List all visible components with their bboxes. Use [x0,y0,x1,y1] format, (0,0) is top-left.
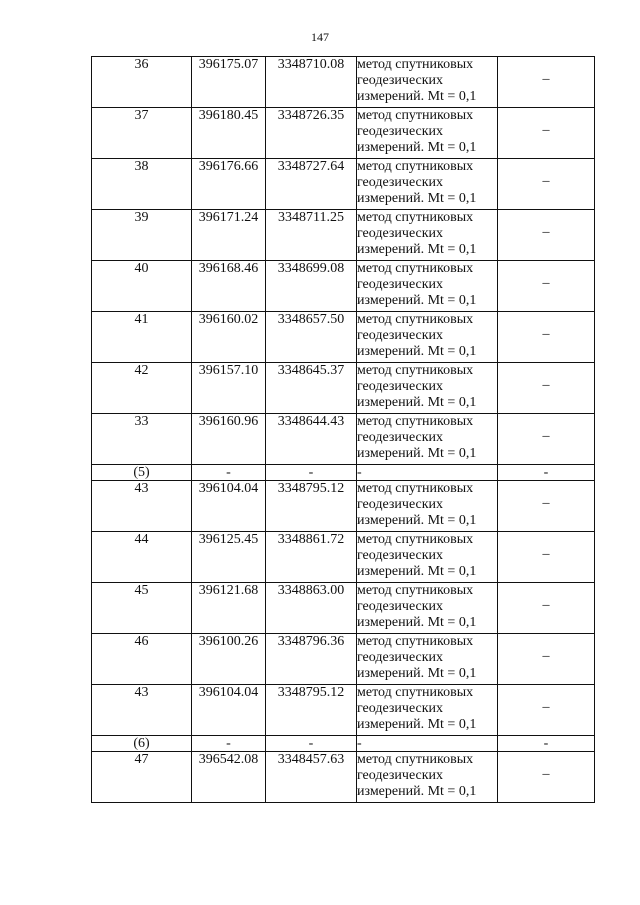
method-cell [357,465,498,481]
method-line: измерений. Mt = 0,1 [357,293,477,308]
x-coordinate-cell: - [192,465,266,481]
method-line: метод спутниковых [357,634,474,649]
method-line: измерений. Mt = 0,1 [357,191,477,206]
y-coordinate-cell: 3348710.08 [266,57,357,108]
table-row [92,108,595,159]
point-number-cell: 40 [92,261,192,312]
method-cell [357,736,498,752]
y-coordinate-cell: 3348711.25 [266,210,357,261]
method-line: измерений. Mt = 0,1 [357,564,477,579]
table-row [92,57,595,108]
method-line: геодезических [357,599,444,614]
method-line: измерений. Mt = 0,1 [357,344,477,359]
method-line: метод спутниковых [357,108,474,123]
x-coordinate-cell: 396121.68 [192,583,266,634]
method-line: геодезических [357,430,444,445]
point-number-cell: 42 [92,363,192,414]
method-cell [357,532,498,583]
method-line: метод спутниковых [357,363,474,378]
dash-mark: _ [542,118,550,133]
point-number-cell: 46 [92,634,192,685]
method-line: метод спутниковых [357,312,474,327]
method-line: геодезических [357,226,444,241]
x-coordinate-cell: 396160.02 [192,312,266,363]
point-number-cell: 37 [92,108,192,159]
accuracy-dash-cell [498,312,595,363]
page-number: 147 [311,30,329,44]
method-line: - [357,465,362,480]
point-number-cell: 41 [92,312,192,363]
table-row [92,634,595,685]
point-number-cell: 33 [92,414,192,465]
x-coordinate-cell: 396176.66 [192,159,266,210]
method-line: метод спутниковых [357,57,474,72]
dash-mark: _ [542,67,550,82]
accuracy-dash-cell [498,532,595,583]
method-line: геодезических [357,548,444,563]
table-row [92,685,595,736]
dash-mark: _ [542,542,550,557]
table-row [92,363,595,414]
dash-mark: _ [542,220,550,235]
method-line: геодезических [357,124,444,139]
method-line: метод спутниковых [357,414,474,429]
x-coordinate-cell: - [192,736,266,752]
method-cell [357,108,498,159]
table-row [92,481,595,532]
dash-mark: _ [542,169,550,184]
accuracy-dash-cell [498,57,595,108]
x-coordinate-cell: 396168.46 [192,261,266,312]
y-coordinate-cell: - [266,736,357,752]
dash-mark: _ [542,491,550,506]
x-coordinate-cell: 396100.26 [192,634,266,685]
accuracy-dash-cell [498,736,595,752]
point-number-cell: 45 [92,583,192,634]
accuracy-dash-cell [498,634,595,685]
point-number-cell: 47 [92,752,192,803]
method-line: измерений. Mt = 0,1 [357,717,477,732]
dash-mark: _ [542,424,550,439]
method-line: измерений. Mt = 0,1 [357,395,477,410]
accuracy-dash-cell [498,363,595,414]
accuracy-dash-cell [498,261,595,312]
coordinates-table [91,56,595,803]
method-cell [357,752,498,803]
y-coordinate-cell: 3348726.35 [266,108,357,159]
table-row [92,583,595,634]
method-line: геодезических [357,701,444,716]
table-row [92,752,595,803]
accuracy-dash-cell [498,210,595,261]
method-cell [357,583,498,634]
accuracy-dash-cell [498,583,595,634]
y-coordinate-cell: 3348795.12 [266,481,357,532]
y-coordinate-cell: 3348795.12 [266,685,357,736]
method-line: геодезических [357,328,444,343]
method-line: измерений. Mt = 0,1 [357,89,477,104]
accuracy-dash-cell [498,159,595,210]
dash-mark: - [543,465,549,480]
method-line: измерений. Mt = 0,1 [357,784,477,799]
table-row [92,159,595,210]
method-cell [357,159,498,210]
y-coordinate-cell: - [266,465,357,481]
x-coordinate-cell: 396542.08 [192,752,266,803]
point-number-cell: (5) [92,465,192,481]
accuracy-dash-cell [498,752,595,803]
method-line: измерений. Mt = 0,1 [357,615,477,630]
dash-mark: _ [542,762,550,777]
method-line: метод спутниковых [357,685,474,700]
method-cell [357,210,498,261]
y-coordinate-cell: 3348699.08 [266,261,357,312]
point-number-cell: 38 [92,159,192,210]
point-number-cell: 36 [92,57,192,108]
method-line: - [357,736,362,751]
y-coordinate-cell: 3348645.37 [266,363,357,414]
point-number-cell: 43 [92,481,192,532]
method-line: геодезических [357,379,444,394]
method-line: метод спутниковых [357,532,474,547]
table-row [92,261,595,312]
table-row [92,312,595,363]
method-line: измерений. Mt = 0,1 [357,513,477,528]
accuracy-dash-cell [498,685,595,736]
method-cell [357,685,498,736]
method-line: геодезических [357,768,444,783]
x-coordinate-cell: 396160.96 [192,414,266,465]
dash-mark: _ [542,695,550,710]
method-line: метод спутниковых [357,583,474,598]
x-coordinate-cell: 396175.07 [192,57,266,108]
method-cell [357,261,498,312]
method-cell [357,57,498,108]
x-coordinate-cell: 396157.10 [192,363,266,414]
method-line: метод спутниковых [357,752,474,767]
section-separator-row [92,736,595,752]
table-row [92,532,595,583]
point-number-cell: 39 [92,210,192,261]
method-cell [357,414,498,465]
y-coordinate-cell: 3348863.00 [266,583,357,634]
method-line: метод спутниковых [357,159,474,174]
method-line: геодезических [357,277,444,292]
y-coordinate-cell: 3348457.63 [266,752,357,803]
dash-mark: _ [542,271,550,286]
dash-mark: _ [542,593,550,608]
dash-mark: - [543,736,549,751]
section-separator-row [92,465,595,481]
coordinates-table-body [92,57,595,803]
method-line: метод спутниковых [357,210,474,225]
method-cell [357,634,498,685]
table-row [92,210,595,261]
point-number-cell: 43 [92,685,192,736]
method-line: метод спутниковых [357,261,474,276]
x-coordinate-cell: 396104.04 [192,481,266,532]
accuracy-dash-cell [498,481,595,532]
method-line: геодезических [357,497,444,512]
dash-mark: _ [542,322,550,337]
method-line: геодезических [357,175,444,190]
x-coordinate-cell: 396125.45 [192,532,266,583]
point-number-cell: 44 [92,532,192,583]
accuracy-dash-cell [498,465,595,481]
method-cell [357,312,498,363]
method-line: измерений. Mt = 0,1 [357,666,477,681]
accuracy-dash-cell [498,414,595,465]
x-coordinate-cell: 396104.04 [192,685,266,736]
method-line: измерений. Mt = 0,1 [357,446,477,461]
method-cell [357,481,498,532]
method-line: геодезических [357,73,444,88]
method-cell [357,363,498,414]
dash-mark: _ [542,373,550,388]
table-row [92,414,595,465]
method-line: измерений. Mt = 0,1 [357,140,477,155]
y-coordinate-cell: 3348657.50 [266,312,357,363]
method-line: метод спутниковых [357,481,474,496]
method-line: геодезических [357,650,444,665]
y-coordinate-cell: 3348861.72 [266,532,357,583]
x-coordinate-cell: 396180.45 [192,108,266,159]
dash-mark: _ [542,644,550,659]
y-coordinate-cell: 3348727.64 [266,159,357,210]
method-line: измерений. Mt = 0,1 [357,242,477,257]
accuracy-dash-cell [498,108,595,159]
point-number-cell: (6) [92,736,192,752]
x-coordinate-cell: 396171.24 [192,210,266,261]
y-coordinate-cell: 3348644.43 [266,414,357,465]
y-coordinate-cell: 3348796.36 [266,634,357,685]
